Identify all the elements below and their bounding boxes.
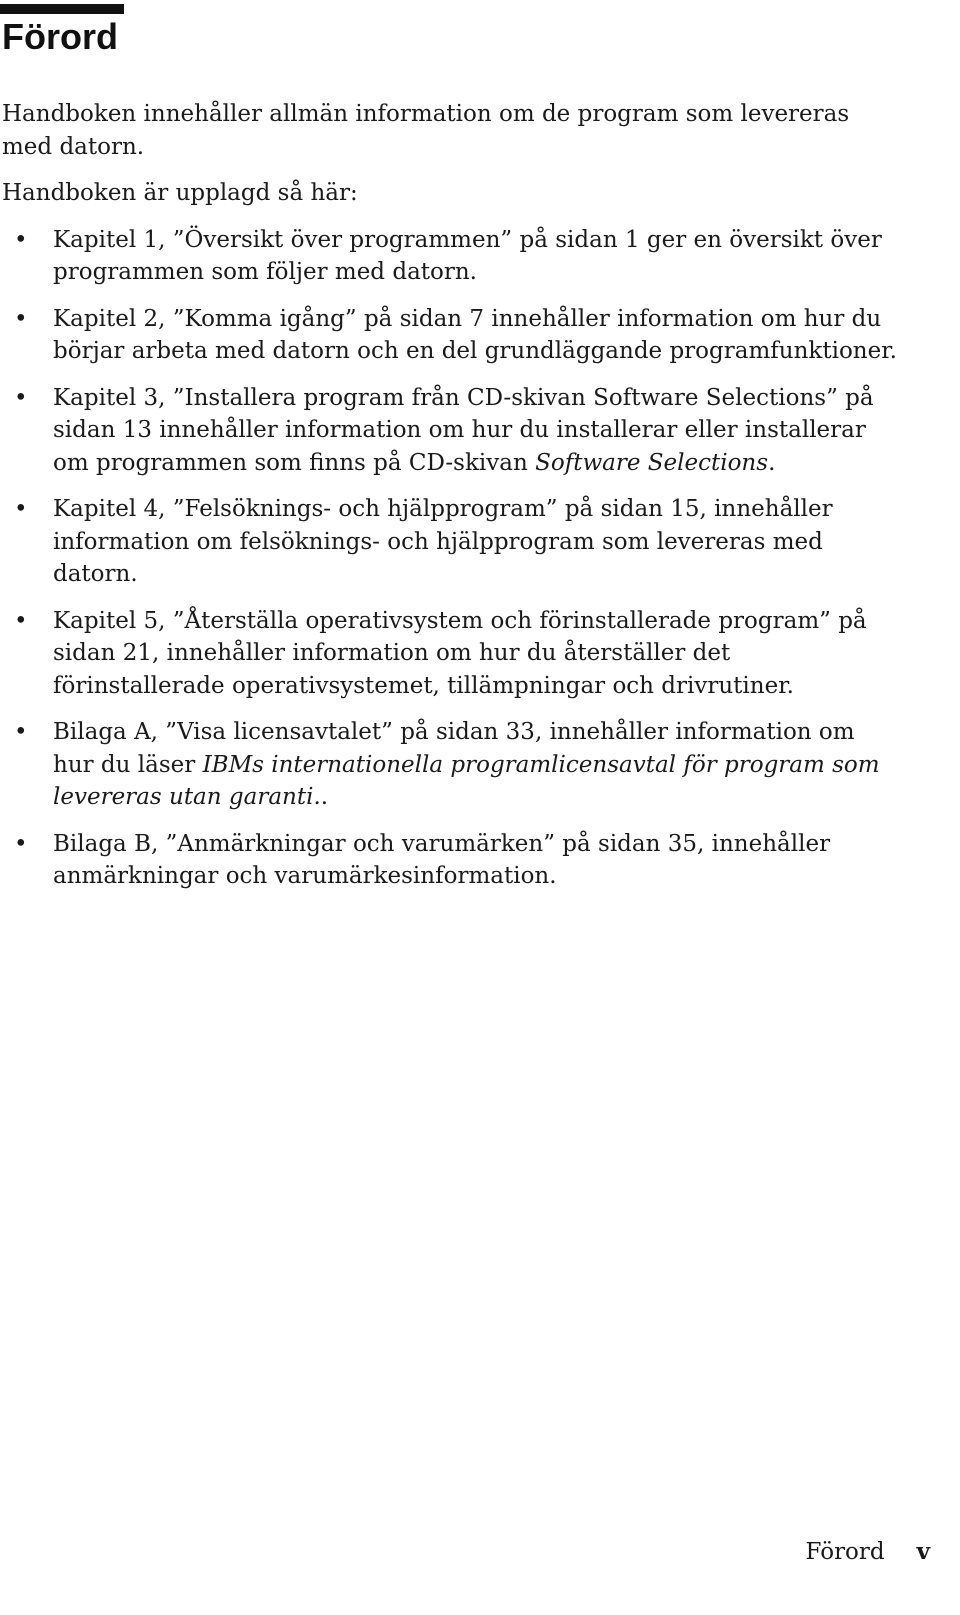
footer-section-title: Förord (805, 1539, 885, 1565)
intro-paragraph: Handboken innehåller allmän information om de program som levereras med datorn. (2, 101, 850, 160)
list-item-emphasis: Software Selections (535, 449, 769, 476)
page-number: v (916, 1538, 930, 1565)
bullet-icon: • (14, 384, 28, 411)
list-item-text: Kapitel 1, ”Översikt över programmen” på sidan 1 ger en översikt över programmen som följer med datorn. (53, 226, 882, 285)
bullet-icon: • (14, 719, 28, 745)
bullet-icon: • (14, 830, 28, 857)
page-title: Förord (2, 16, 118, 57)
list-item-text: Kapitel 4, ”Felsöknings- och hjälpprogram” på sidan 15, innehåller information om felsöknings- och hjälpprogram som levereras med datorn. (53, 496, 833, 587)
list-item-text: Bilaga A, ”Visa licensavtalet” på sidan 33, innehåller information om hur du läser (53, 719, 855, 778)
list-item (2, 303, 902, 368)
list-item-text: Bilaga B, ”Anmärkningar och varumärken” på sidan 35, innehåller anmärkningar och varumärkesinformation. (53, 830, 831, 889)
list-item (2, 605, 902, 703)
heading-rule (0, 4, 124, 14)
list-item-emphasis: IBMs internationella programlicensavtal för program som levereras utan garanti. (53, 751, 880, 810)
bullet-icon: • (14, 607, 28, 634)
structure-paragraph: Handboken är upplagd så här: (2, 180, 358, 206)
bullet-icon: • (14, 496, 28, 522)
page-footer (806, 1536, 930, 1568)
bullet-icon: • (14, 226, 28, 253)
bullet-icon: • (14, 305, 28, 332)
chapter-list (2, 224, 902, 893)
list-item (2, 224, 902, 289)
list-item (2, 828, 902, 893)
list-item (2, 493, 902, 591)
list-item (2, 716, 902, 814)
list-item-text: Kapitel 3, ”Installera program från CD-skivan Software Selections” på sidan 13 innehåller information om hur du installerar eller installerar om programmen som finns på CD-skivan (53, 384, 874, 476)
list-item-text: Kapitel 2, ”Komma igång” på sidan 7 innehåller information om hur du börjar arbeta med datorn och en del grundläggande programfunktioner. (53, 305, 897, 364)
list-item (2, 382, 902, 480)
list-item-text: Kapitel 5, ”Återställa operativsystem och förinstallerade program” på sidan 21, innehåller information om hur du återställer det förinstallerade operativsystemet, tillämpningar och drivrutiner. (53, 607, 867, 699)
list-item-text-end: . (768, 449, 776, 476)
main-content (2, 98, 902, 907)
list-item-text-end: . (320, 784, 329, 810)
